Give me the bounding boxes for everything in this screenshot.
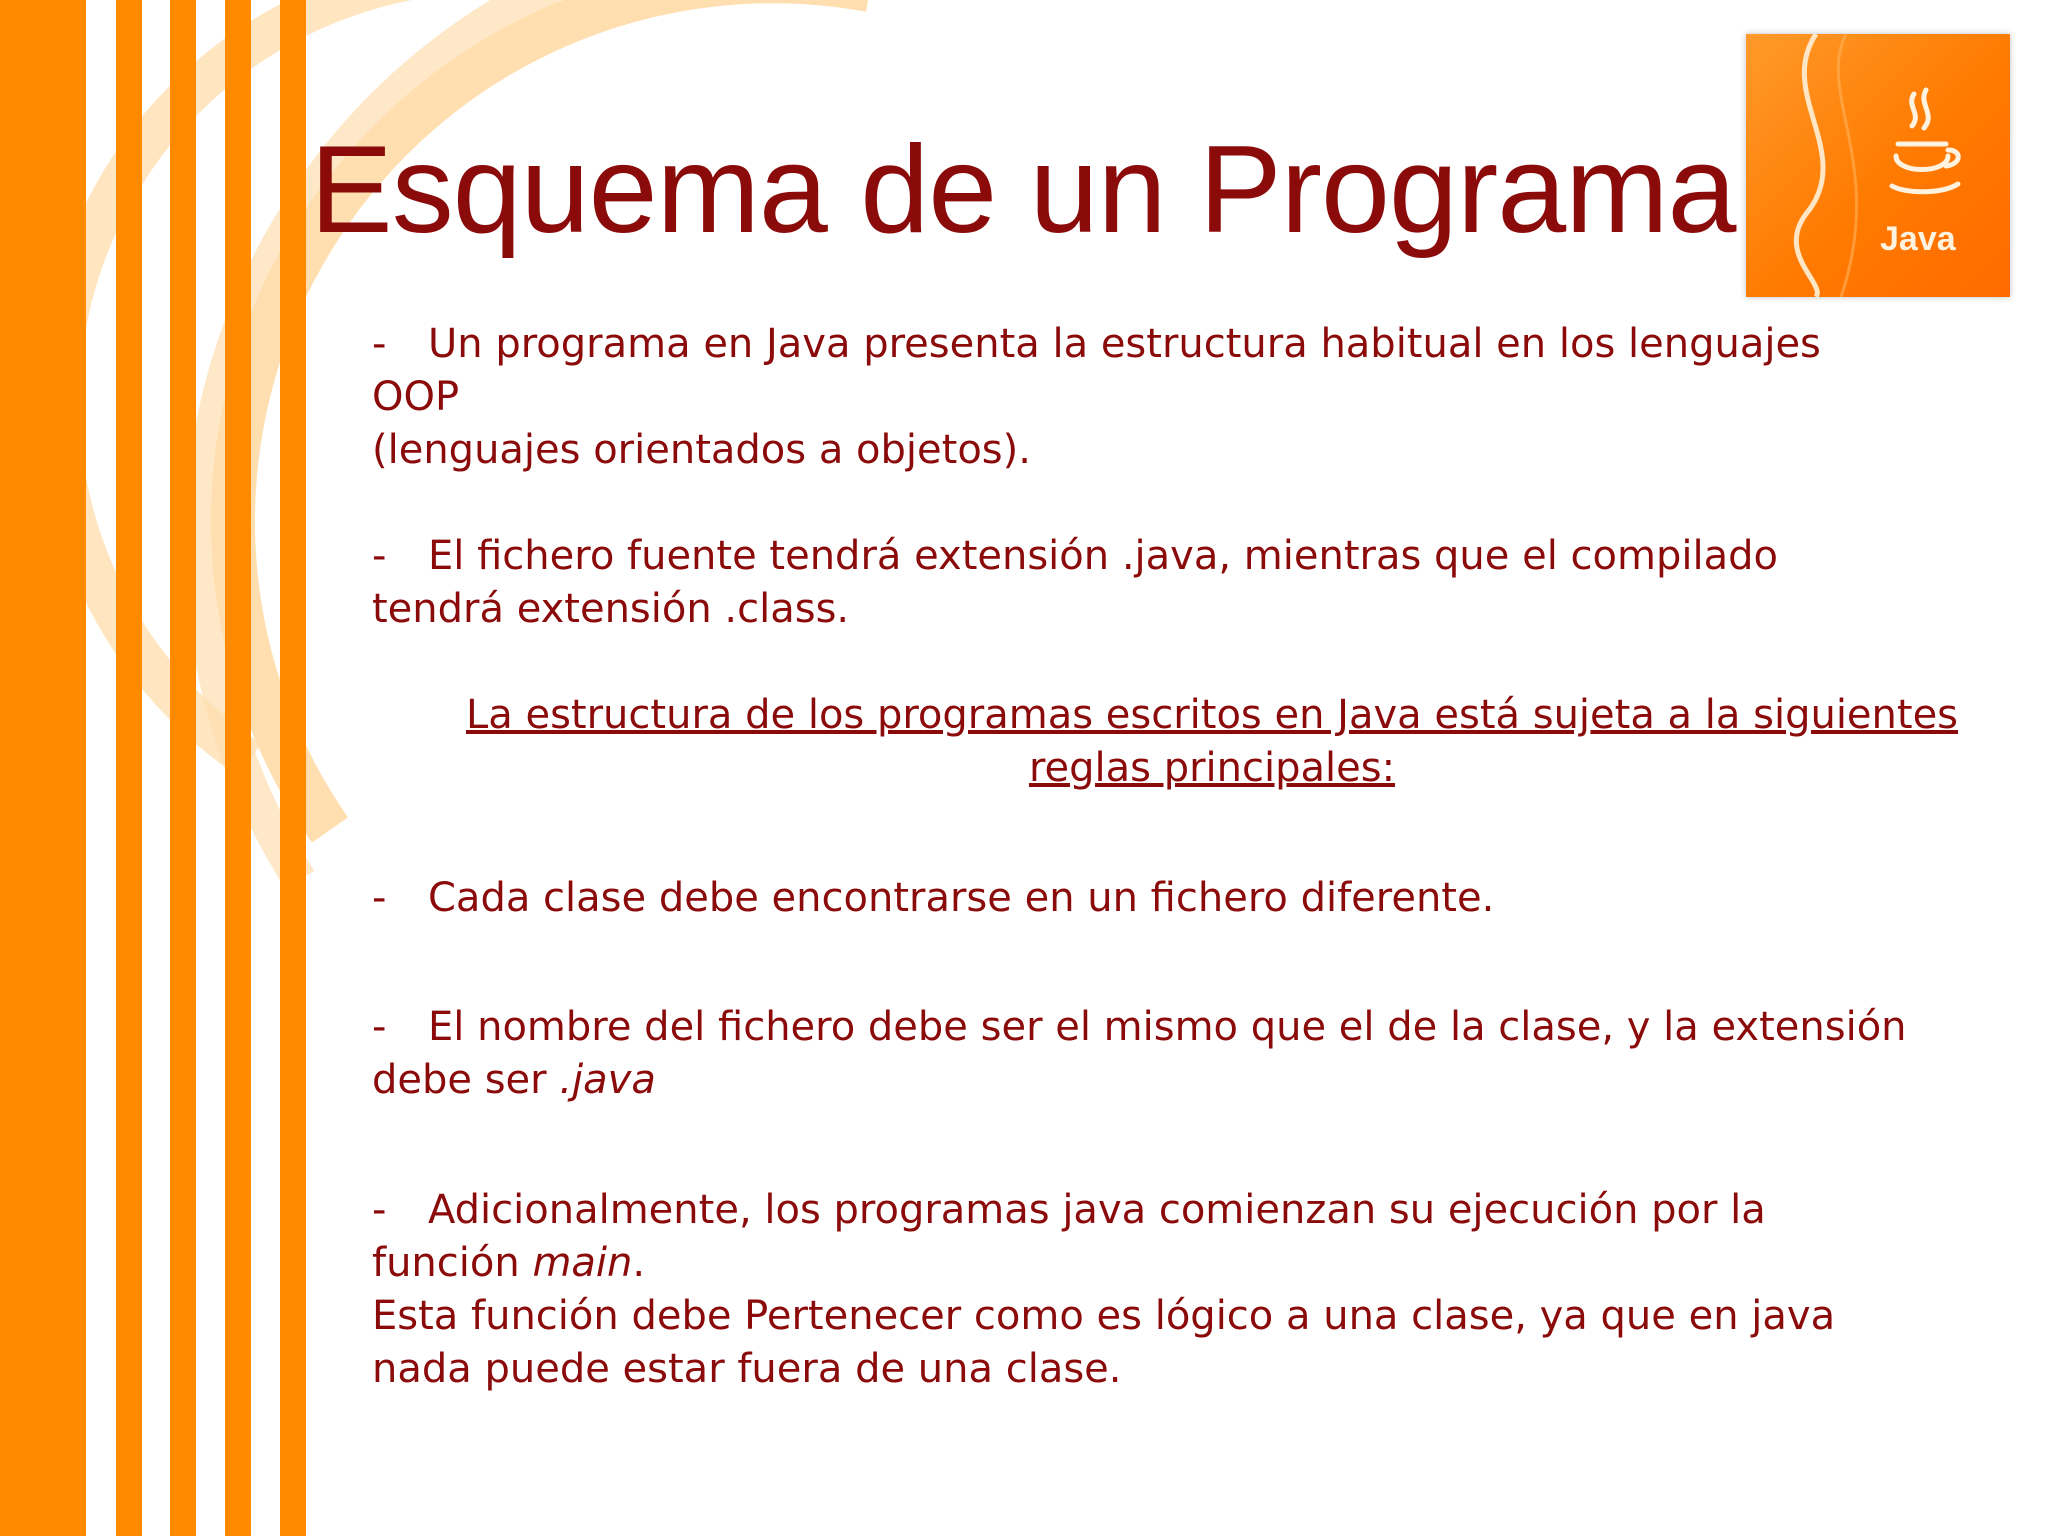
bullet-dash: - [372, 1004, 387, 1050]
java-logo [1746, 34, 2010, 297]
bullet-dash: - [372, 875, 387, 921]
text-line: OOP [372, 374, 460, 420]
italic-text: .java [559, 1057, 656, 1103]
slide-body [372, 318, 1972, 1396]
text-line: Adicionalmente, los programas java comienzan su ejecución por la [428, 1187, 1766, 1233]
text-line: reglas principales: [1028, 745, 1396, 791]
text-line: Un programa en Java presenta la estructura habitual en los lenguajes [428, 321, 1821, 367]
java-logo-text: Java [1880, 220, 1956, 258]
stripe-1 [0, 0, 86, 1536]
rule-item-main-function [372, 1184, 1972, 1396]
text-line: Cada clase debe encontrarse en un fichero diferente. [428, 875, 1495, 921]
italic-text: main [532, 1240, 633, 1286]
rule-item-one-class-per-file [372, 872, 1972, 925]
stripe-5 [280, 0, 306, 1536]
java-cup-icon [1746, 34, 2010, 297]
stripe-4 [225, 0, 251, 1536]
text-line: tendrá extensión .class. [372, 586, 850, 632]
bullet-dash: - [372, 321, 387, 367]
bullet-item-oop [372, 318, 1972, 477]
stripe-2 [116, 0, 142, 1536]
text-line: nada puede estar fuera de una clase. [372, 1346, 1122, 1392]
rules-heading [372, 689, 1992, 795]
bullet-dash: - [372, 533, 387, 579]
text-line: El fichero fuente tendrá extensión .java, mientras que el compilado [428, 533, 1778, 579]
stripe-3 [170, 0, 196, 1536]
text-line: función [372, 1240, 533, 1286]
text-line: La estructura de los programas escritos en Java está sujeta a la siguientes [465, 692, 1959, 738]
text-line: El nombre del fichero debe ser el mismo que el de la clase, y la extensión [428, 1004, 1907, 1050]
slide-title: Esquema de un Programa [310, 121, 1736, 259]
text-line: debe ser [372, 1057, 560, 1103]
text-line: Esta función debe Pertenecer como es lógico a una clase, ya que en java [372, 1293, 1836, 1339]
bullet-item-extension [372, 530, 1972, 636]
bullet-dash: - [372, 1187, 387, 1233]
rule-item-file-name [372, 1001, 1972, 1107]
text-line: . [632, 1240, 646, 1286]
text-line: (lenguajes orientados a objetos). [372, 427, 1031, 473]
